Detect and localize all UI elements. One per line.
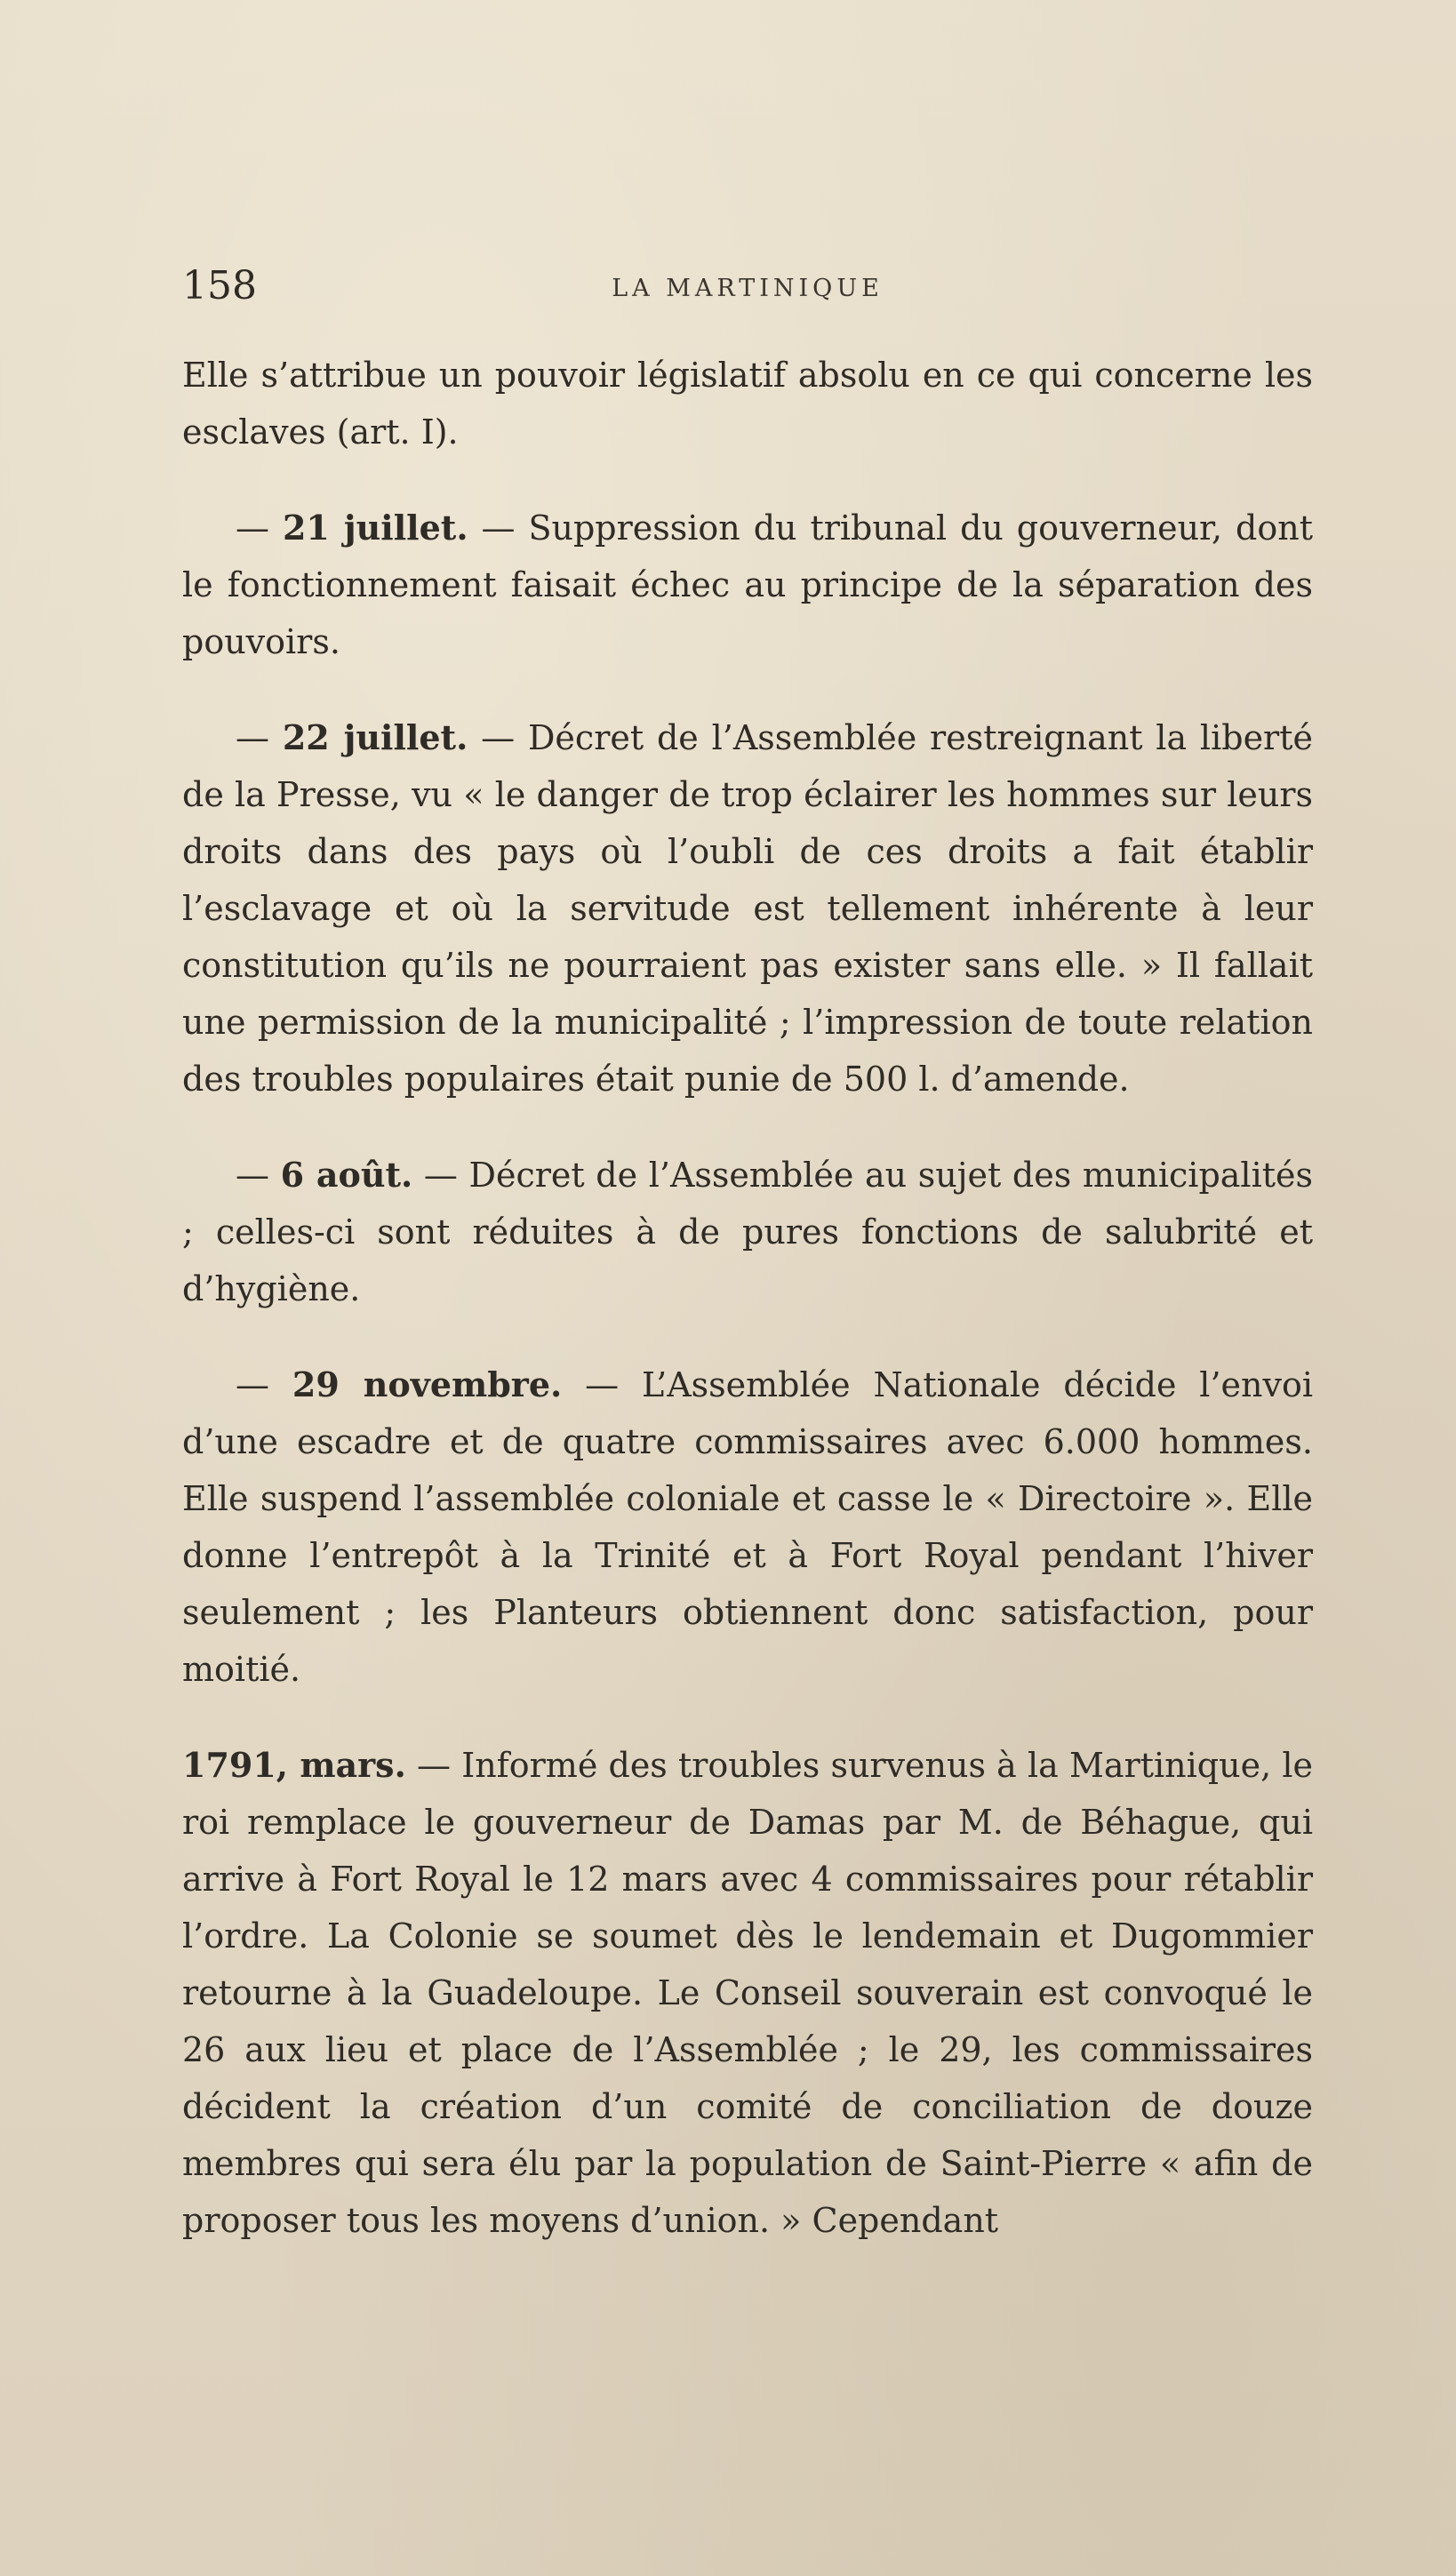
entry-date: 29 novembre. xyxy=(292,1364,563,1404)
entry-dash: — xyxy=(236,1156,281,1195)
entry-1791-mars xyxy=(182,1737,1313,2249)
entry-21-juillet xyxy=(182,500,1313,670)
entry-text: — Suppression du tribunal du gouverneur, dont le fonctionnement faisait échec au principe de la séparation des pouvoirs. xyxy=(182,508,1313,661)
entry-22-juillet xyxy=(182,709,1313,1108)
entry-dash: — xyxy=(236,508,283,548)
page-number: 158 xyxy=(182,263,257,308)
page-header xyxy=(182,260,1313,313)
entry-29-novembre xyxy=(182,1356,1313,1698)
entry-date: 21 juillet. xyxy=(282,508,468,548)
entry-text: — L’Assemblée Nationale décide l’envoi d’une escadre et de quatre commissaires avec 6.000 hommes. Elle suspend l’assemblée coloniale et casse le « Directoire ». Elle donne l’entrepôt à la Trinité et à Fort Royal pendant l’hiver seulement ; les Planteurs obtiennent donc satisfaction, pour moitié. xyxy=(182,1365,1313,1689)
entry-text: — Décret de l’Assemblée restreignant la liberté de la Presse, vu « le danger de trop éclairer les hommes sur leurs droits dans des pays où l’oubli de ces droits a fait établir l’esclavage et où la servitude est tellement inhérente à leur constitution qu’ils ne pourraient pas exister sans elle. » Il fallait une permission de la municipalité ; l’impression de toute relation des troubles populaires était punie de 500 l. d’amende. xyxy=(182,718,1313,1099)
entry-text: — Informé des troubles survenus à la Martinique, le roi remplace le gouverneur de Damas par M. de Béhague, qui arrive à Fort Royal le 12 mars avec 4 commissaires pour rétablir l’ordre. La Colonie se soumet dès le lendemain et Dugommier retourne à la Guadeloupe. Le Conseil souverain est convoqué le 26 aux lieu et place de l’Assemblée ; le 29, les commissaires décident la création d’un comité de conciliation de douze membres qui sera élu par la population de Saint-Pierre « afin de proposer tous les moyens d’union. » Cependant xyxy=(182,1746,1313,2240)
entry-date: 1791, mars. xyxy=(182,1745,406,1785)
entry-dash: — xyxy=(236,1365,292,1404)
running-title: LA MARTINIQUE xyxy=(612,275,884,302)
body-text xyxy=(182,347,1313,2249)
entry-date: 22 juillet. xyxy=(282,717,468,757)
paragraph-continuation xyxy=(182,347,1313,460)
entry-dash: — xyxy=(236,718,283,757)
paragraph-text: Elle s’attribue un pouvoir législatif absolu en ce qui concerne les esclaves (art. I). xyxy=(182,356,1313,452)
entry-text: — Décret de l’Assemblée au sujet des municipalités ; celles-ci sont réduites à de pures fonctions de salubrité et d’hygiène. xyxy=(182,1156,1313,1308)
entry-date: 6 août. xyxy=(280,1155,413,1195)
entry-6-aout xyxy=(182,1147,1313,1317)
